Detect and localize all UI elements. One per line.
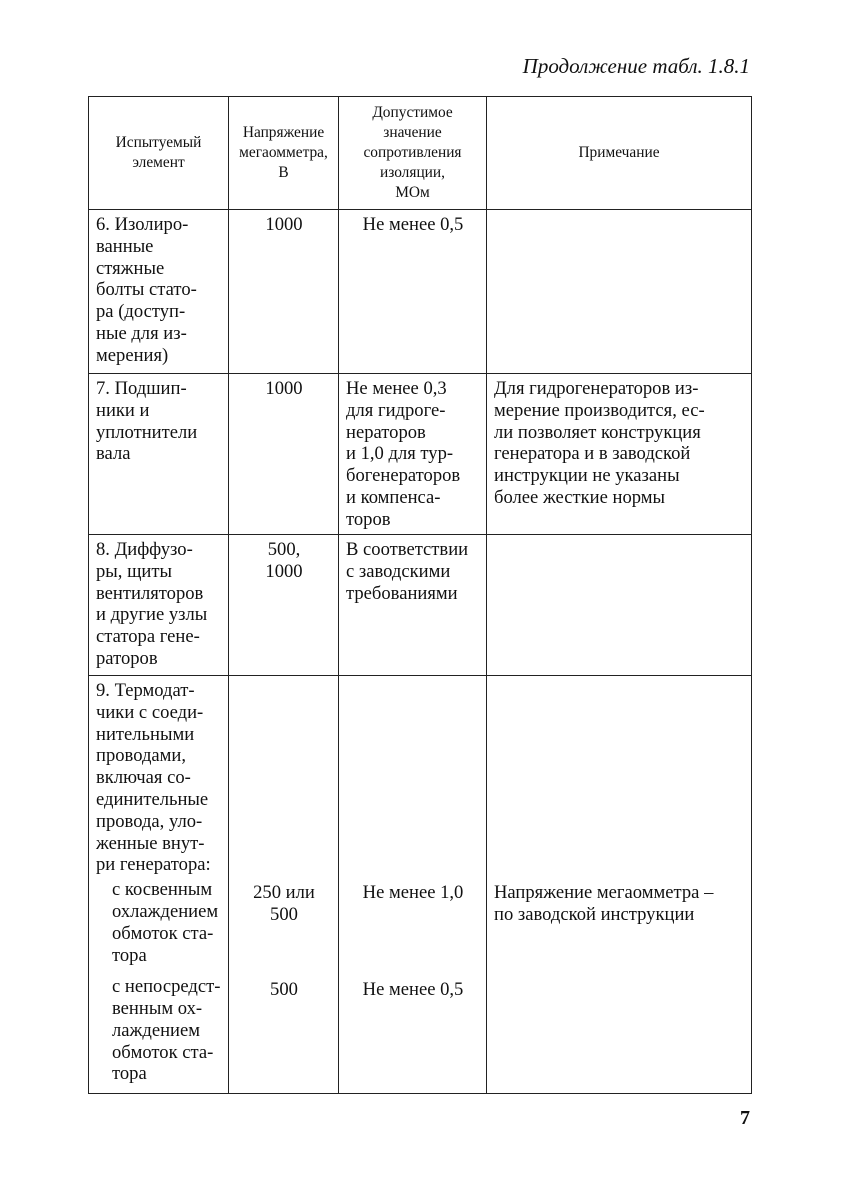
row9-sub1-element: с косвенным охлаждением обмоток ста- тора — [112, 879, 219, 966]
row6-element: 6. Изолиро- ванные стяжные болты стато- ра (доступ- ные для из- мерения) — [89, 210, 229, 374]
page-number: 7 — [740, 1107, 750, 1129]
header-note: Примечание — [487, 97, 752, 210]
row9-note — [487, 676, 752, 1094]
row6-note — [487, 210, 752, 374]
table-row — [89, 210, 752, 374]
row7-note: Для гидрогенераторов из- мерение производится, ес- ли позволяет конструкция генератора и в заводской инструкции не указаны более жесткие нормы — [487, 374, 752, 535]
row8-element: 8. Диффузо- ры, щиты вентиляторов и другие узлы статора гене- раторов — [89, 535, 229, 676]
row9-sub2-element: с непосредст- венным ох- лаждением обмоток ста- тора — [112, 976, 221, 1085]
row7-resistance: Не менее 0,3 для гидроге- нераторов и 1,0 для тур- богенераторов и компенса- торов — [339, 374, 487, 535]
table-continuation-caption: Продолжение табл. 1.8.1 — [522, 54, 750, 78]
row8-resistance: В соответствии с заводскими требованиями — [339, 535, 487, 676]
row7-element: 7. Подшип- ники и уплотнители вала — [89, 374, 229, 535]
row9-voltage — [229, 676, 339, 1094]
row6-voltage: 1000 — [229, 210, 339, 374]
row8-note — [487, 535, 752, 676]
row9-sub2-voltage: 500 — [270, 979, 298, 1000]
table-row — [89, 676, 752, 1094]
row9-sub2-resistance: Не менее 0,5 — [362, 979, 464, 1000]
table-row — [89, 374, 752, 535]
header-resistance: Допустимое значение сопротивления изоляции, МОм — [339, 97, 487, 210]
header-voltage: Напряжение мегаомметра, В — [229, 97, 339, 210]
table-header-row — [89, 97, 752, 210]
row8-voltage: 500, 1000 — [229, 535, 339, 676]
row7-voltage: 1000 — [229, 374, 339, 535]
row9-sub1-voltage: 250 или 500 — [253, 882, 315, 925]
header-element: Испытуемый элемент — [89, 97, 229, 210]
insulation-resistance-table — [88, 96, 752, 1094]
table-row — [89, 535, 752, 676]
row9-sub1-note: Напряжение мегаомметра – по заводской инструкции — [494, 882, 714, 925]
row9-sub1-resistance: Не менее 1,0 — [362, 882, 464, 903]
row9-element — [89, 676, 229, 1094]
row9-heading: 9. Термодат- чики с соеди- нительными проводами, включая со- единительные провода, уло- женные внут- ри генератора: — [96, 680, 211, 876]
row9-resistance — [339, 676, 487, 1094]
row6-resistance: Не менее 0,5 — [339, 210, 487, 374]
